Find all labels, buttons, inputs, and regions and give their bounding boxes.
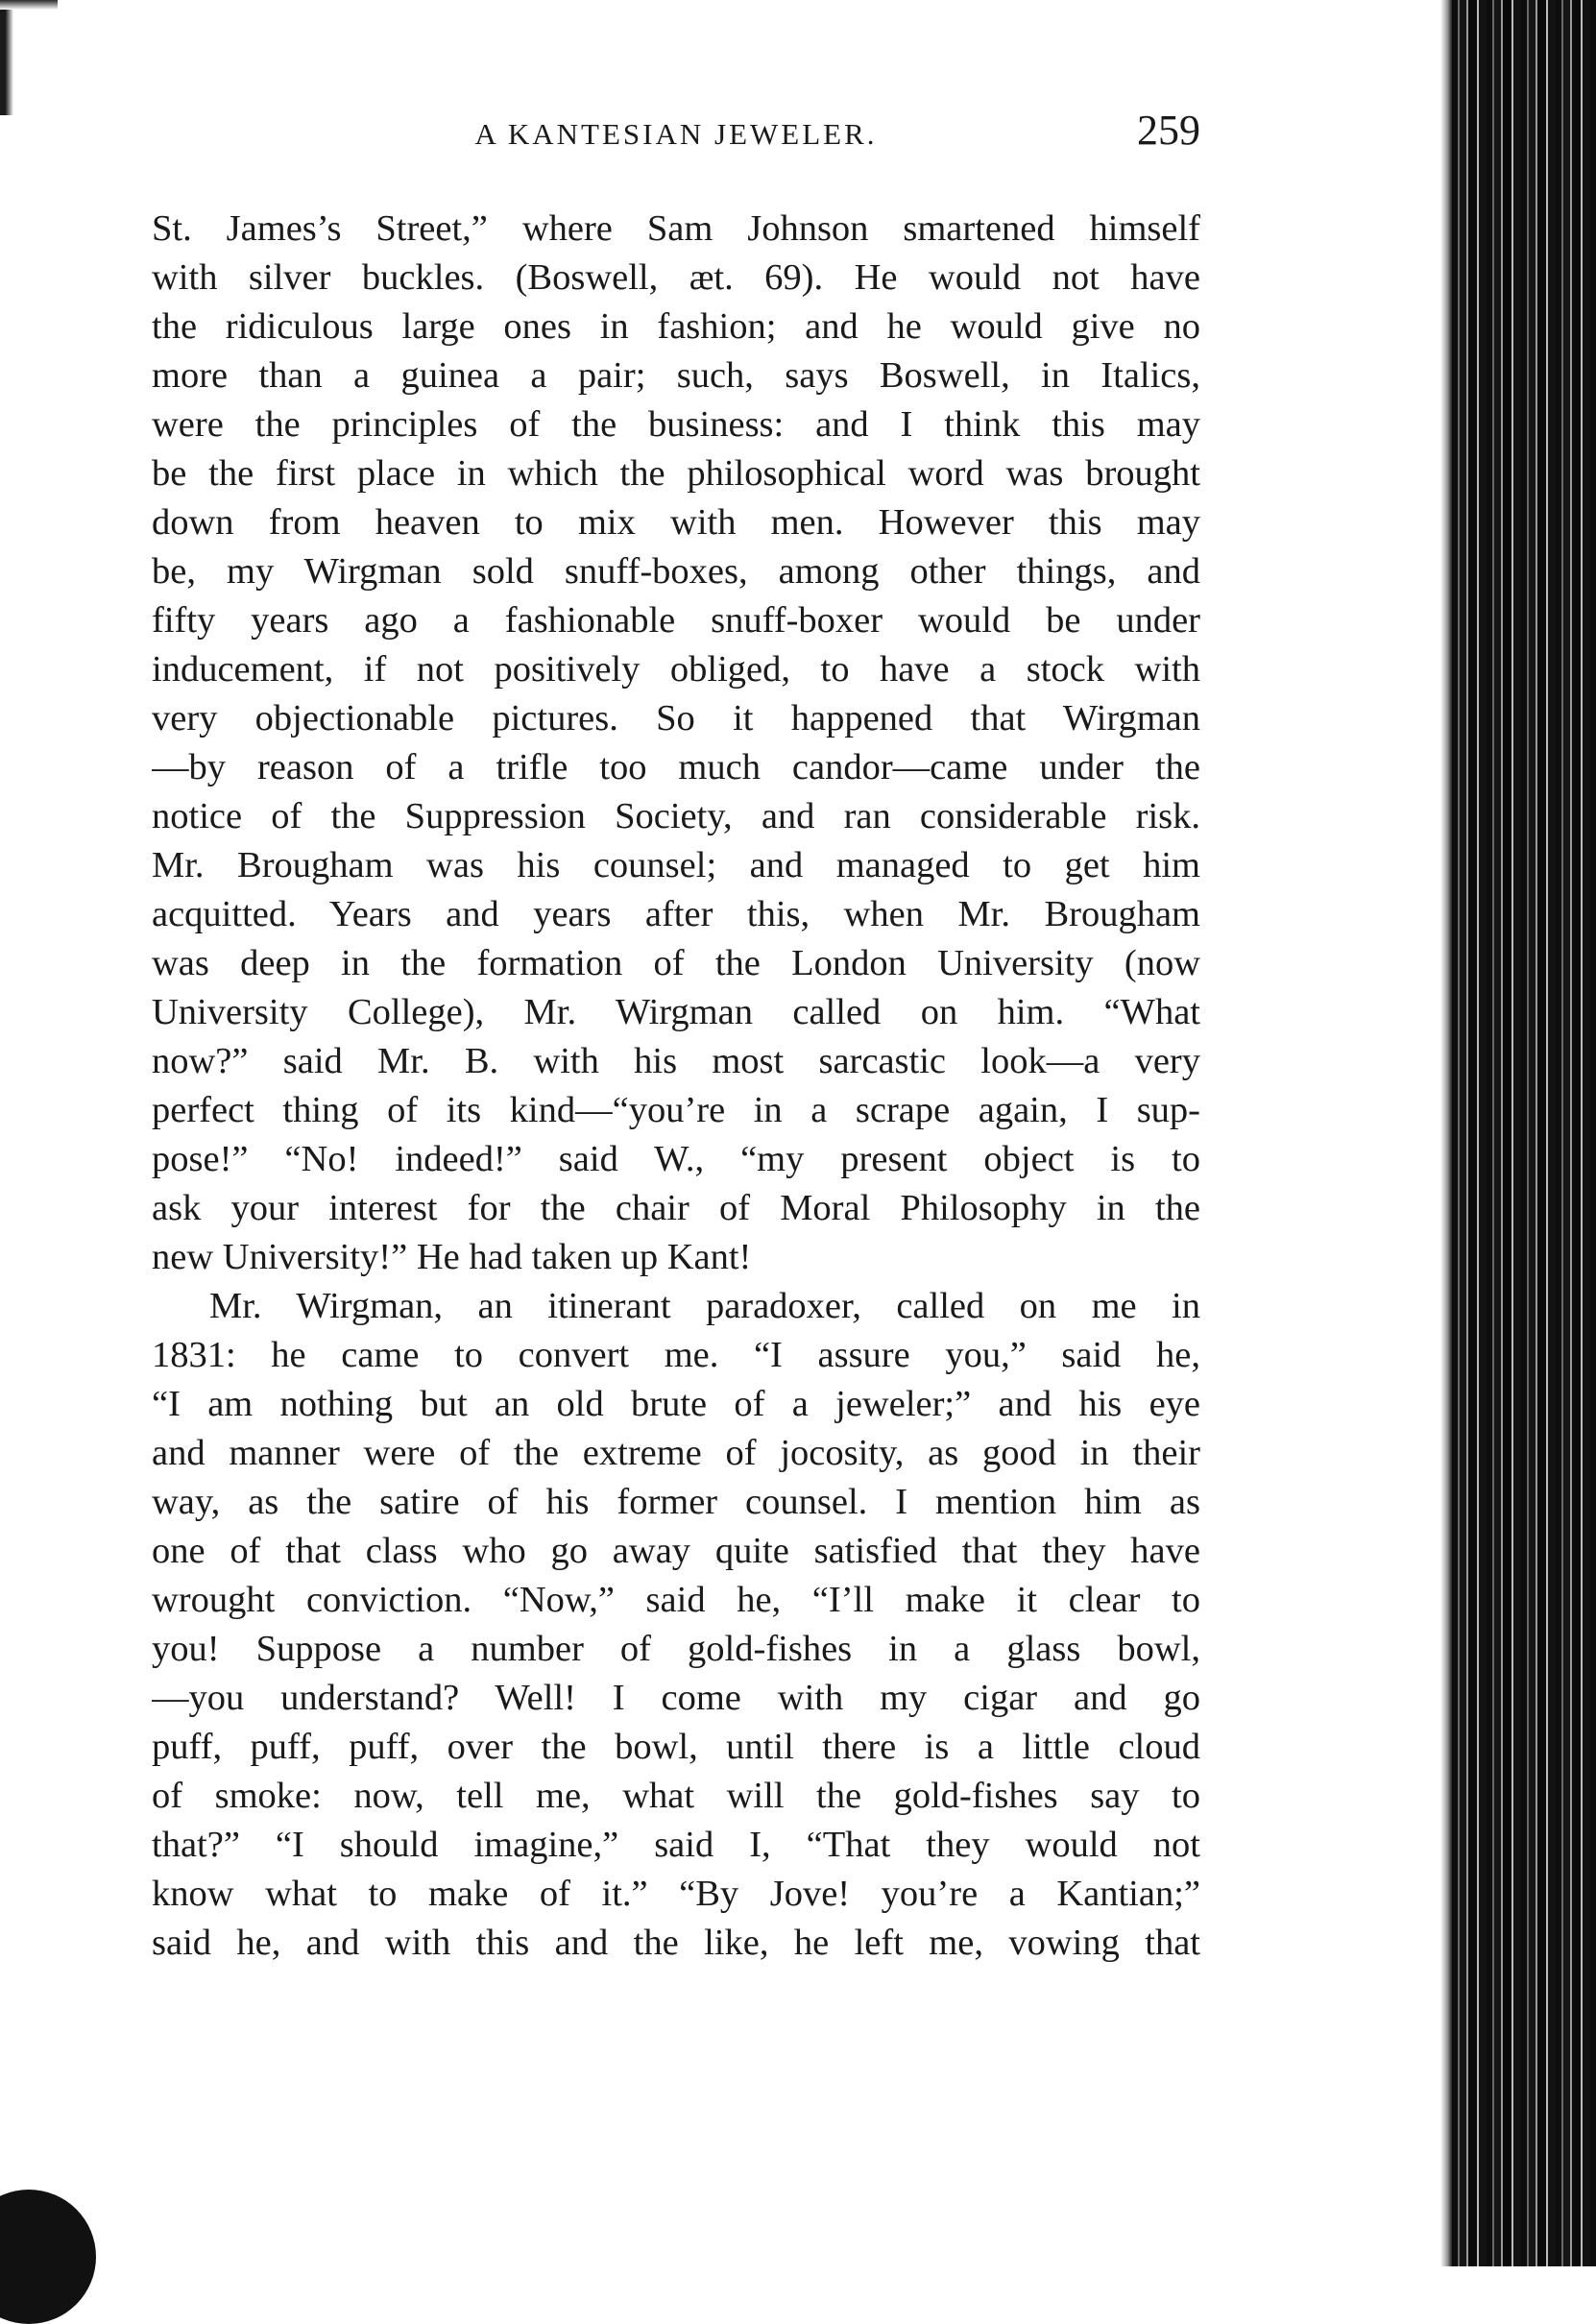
binding-shadow [1440,0,1452,2266]
text-line: Mr. Brougham was his counsel; and managed to get him [152,845,1200,885]
text-line: “I am nothing but an old brute of a jeweler;” and his eye [152,1384,1200,1424]
text-line: of smoke: now, tell me, what will the gold-fishes say to [152,1776,1200,1816]
text-line: said he, and with this and the like, he left me, vowing that [152,1923,1200,1963]
text-line: way, as the satire of his former counsel. I mention him as [152,1482,1200,1522]
text-line: perfect thing of its kind—“you’re in a scrape again, I sup- [152,1090,1200,1130]
body-text [152,205,1200,1968]
text-line: down from heaven to mix with men. However this may [152,502,1200,543]
text-line: ask your interest for the chair of Moral Philosophy in the [152,1188,1200,1228]
text-line: be, my Wirgman sold snuff-boxes, among other things, and [152,551,1200,592]
text-line: St. James’s Street,” where Sam Johnson smartened himself [152,208,1200,249]
book-binding-edge [1452,0,1596,2266]
text-line: and manner were of the extreme of jocosity, as good in their [152,1433,1200,1473]
text-line: with silver buckles. (Boswell, æt. 69). He would not have [152,257,1200,298]
text-line: new University!” He had taken up Kant! [152,1237,752,1277]
text-line: now?” said Mr. B. with his most sarcastic look—a very [152,1041,1200,1081]
running-title: A KANTESIAN JEWELER. [474,117,878,151]
text-line: very objectionable pictures. So it happened that Wirgman [152,698,1200,738]
text-line: be the first place in which the philosophical word was brought [152,453,1200,494]
text-line: notice of the Suppression Society, and ran considerable risk. [152,796,1200,836]
text-line: was deep in the formation of the London University (now [152,943,1200,983]
text-line: you! Suppose a number of gold-fishes in a glass bowl, [152,1629,1200,1669]
text-line: —you understand? Well! I come with my cigar and go [152,1678,1200,1718]
page-number: 259 [1137,107,1200,154]
text-line: acquitted. Years and years after this, when Mr. Brougham [152,894,1200,934]
scan-shadow-top-edge [0,0,58,10]
scan-shadow-bottom-left [0,2190,96,2324]
text-line: puff, puff, puff, over the bowl, until there is a little cloud [152,1727,1200,1767]
scan-shadow-top-left [0,0,13,115]
text-line: know what to make of it.” “By Jove! you’re a Kantian;” [152,1874,1200,1914]
text-line: inducement, if not positively obliged, to have a stock with [152,649,1200,690]
text-line: 1831: he came to convert me. “I assure you,” said he, [152,1335,1200,1375]
page-header [152,106,1200,163]
text-line: that?” “I should imagine,” said I, “That they would not [152,1825,1200,1865]
text-line: University College), Mr. Wirgman called on him. “What [152,992,1200,1032]
text-line: —by reason of a trifle too much candor—came under the [152,747,1200,787]
text-line: more than a guinea a pair; such, says Boswell, in Italics, [152,355,1200,396]
text-line: Mr. Wirgman, an itinerant paradoxer, called on me in [209,1286,1200,1326]
text-line: one of that class who go away quite satisfied that they have [152,1531,1200,1571]
text-line: were the principles of the business: and I think this may [152,404,1200,445]
text-line: pose!” “No! indeed!” said W., “my present object is to [152,1139,1200,1179]
text-line: wrought conviction. “Now,” said he, “I’ll make it clear to [152,1580,1200,1620]
text-line: the ridiculous large ones in fashion; and he would give no [152,306,1200,347]
text-line: fifty years ago a fashionable snuff-boxer would be under [152,600,1200,641]
